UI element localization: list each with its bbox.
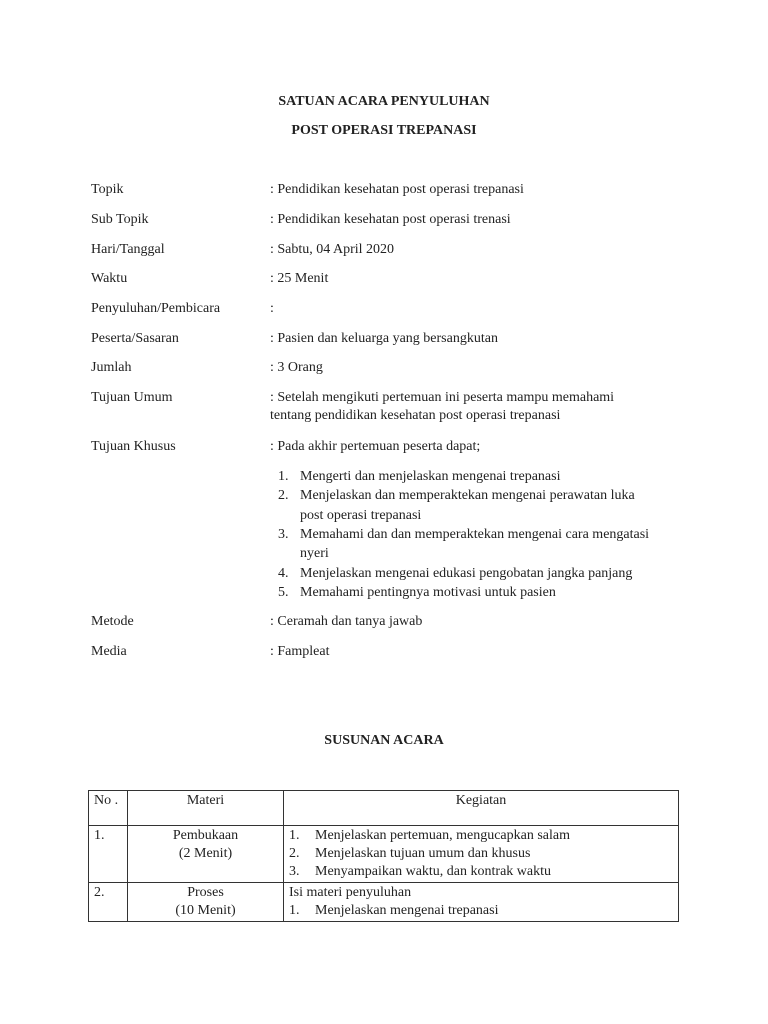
- field-value: : 3 Orang: [270, 360, 323, 375]
- field-label: Topik: [91, 182, 124, 197]
- field-label: Peserta/Sasaran: [91, 331, 179, 346]
- tujuan-khusus-value: : Pada akhir pertemuan peserta dapat;: [270, 439, 481, 454]
- field-label: Waktu: [91, 271, 128, 286]
- cell-no: 1.: [89, 826, 128, 883]
- field-value: :: [270, 301, 274, 316]
- cell-kegiatan: [284, 883, 679, 922]
- materi-duration: (2 Menit): [178, 846, 233, 861]
- list-item-text: Menjelaskan mengenai edukasi pengobatan jangka panjang: [300, 565, 633, 581]
- metode-label: Metode: [91, 614, 134, 629]
- materi-name: Pembukaan: [172, 828, 239, 843]
- field-value: : Sabtu, 04 April 2020: [270, 242, 395, 257]
- materi-duration: (10 Menit): [175, 903, 236, 918]
- list-item-number: 2.: [278, 488, 289, 504]
- tujuan-umum-line2: tentang pendidikan kesehatan post operasi trepanasi: [270, 408, 561, 423]
- kegiatan-item-text: Menjelaskan tujuan umum dan khusus: [315, 846, 531, 861]
- media-label: Media: [91, 644, 127, 659]
- kegiatan-item-text: Menjelaskan pertemuan, mengucapkan salam: [315, 828, 571, 843]
- header-kegiatan: Kegiatan: [284, 791, 679, 826]
- list-item-number: 4.: [278, 565, 289, 581]
- field-label: Penyuluhan/Pembicara: [91, 301, 221, 316]
- list-item-text: post operasi trepanasi: [300, 507, 422, 523]
- header-no: No .: [89, 791, 128, 826]
- kegiatan-item-number: 1.: [289, 903, 300, 918]
- tujuan-umum-label: Tujuan Umum: [91, 390, 173, 405]
- cell-materi: [128, 883, 284, 922]
- field-value: : Pendidikan kesehatan post operasi trepanasi: [270, 182, 524, 197]
- table-row: [89, 826, 679, 883]
- document-title: SATUAN ACARA PENYULUHAN: [278, 94, 490, 109]
- list-item-text: Menjelaskan dan memperaktekan mengenai perawatan luka: [300, 488, 635, 504]
- kegiatan-item: [289, 827, 673, 845]
- kegiatan-item: [289, 845, 673, 863]
- tujuan-khusus-label: Tujuan Khusus: [91, 439, 176, 454]
- field-label: Jumlah: [91, 360, 132, 375]
- field-value: : Pasien dan keluarga yang bersangkutan: [270, 331, 498, 346]
- header-materi: Materi: [128, 791, 284, 826]
- cell-no: 2.: [89, 883, 128, 922]
- kegiatan-item-text: Menjelaskan mengenai trepanasi: [315, 903, 499, 918]
- list-item-text: Memahami dan dan memperaktekan mengenai cara mengatasi: [300, 526, 650, 542]
- table-row: [89, 883, 679, 922]
- kegiatan-intro: Isi materi penyuluhan: [289, 885, 412, 900]
- list-item-text: Memahami pentingnya motivasi untuk pasien: [300, 584, 556, 600]
- list-item-text: Mengerti dan menjelaskan mengenai trepanasi: [300, 469, 561, 484]
- list-item-text: nyeri: [300, 546, 329, 562]
- susunan-acara-table: [88, 790, 679, 922]
- field-label: Hari/Tanggal: [91, 242, 165, 257]
- field-label: Sub Topik: [91, 212, 149, 227]
- media-value: : Fampleat: [270, 644, 330, 659]
- kegiatan-item: [289, 902, 673, 920]
- field-value: : Pendidikan kesehatan post operasi trenasi: [270, 212, 511, 227]
- cell-materi: [128, 826, 284, 883]
- list-item-number: 5.: [278, 584, 289, 600]
- kegiatan-item-number: 1.: [289, 828, 300, 843]
- kegiatan-item-number: 3.: [289, 864, 300, 879]
- tujuan-umum-line1: : Setelah mengikuti pertemuan ini peserta mampu memahami: [270, 390, 615, 405]
- document-subtitle: POST OPERASI TREPANASI: [291, 123, 477, 138]
- susunan-acara-title: SUSUNAN ACARA: [324, 733, 444, 748]
- cell-kegiatan: [284, 826, 679, 883]
- kegiatan-item-number: 2.: [289, 846, 300, 861]
- kegiatan-item-text: Menyampaikan waktu, dan kontrak waktu: [315, 864, 551, 879]
- materi-name: Proses: [187, 885, 224, 900]
- list-item-number: 3.: [278, 526, 289, 542]
- metode-value: : Ceramah dan tanya jawab: [270, 614, 423, 629]
- table-header-row: [89, 791, 679, 826]
- list-item-number: 1.: [278, 469, 289, 484]
- kegiatan-item: [289, 863, 673, 881]
- field-value: : 25 Menit: [270, 271, 329, 286]
